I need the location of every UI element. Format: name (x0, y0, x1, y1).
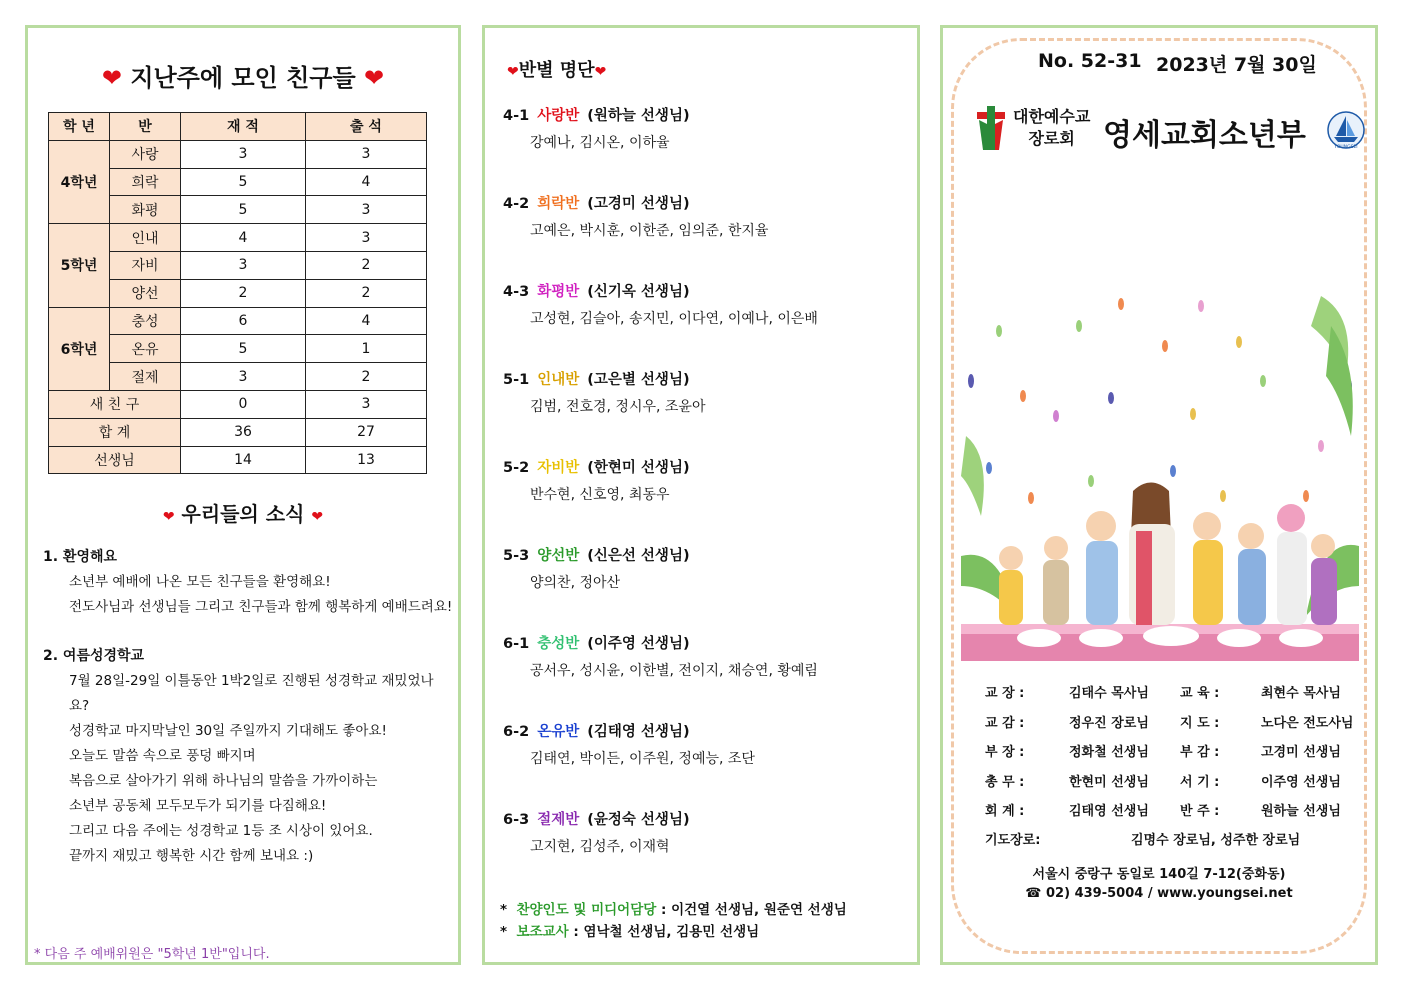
summary-row (49, 418, 427, 446)
enrolled-cell: 36 (181, 418, 306, 446)
table-row (49, 307, 427, 335)
class-entry (503, 192, 913, 240)
class-heading (503, 720, 913, 741)
class-members: 고성현, 김슬아, 송지민, 이다연, 이예나, 이은배 (530, 311, 818, 327)
news-title-text: 우리들의 소식 (181, 502, 305, 526)
denomination-name: 대한예수교 장로회 (1013, 107, 1091, 148)
enrolled-cell: 3 (181, 140, 306, 168)
helper-names: : 염낙철 선생님, 김용민 선생님 (573, 924, 760, 940)
staff-name: 정화철 선생님 (1069, 745, 1149, 760)
attendance-panel (25, 25, 461, 965)
attendance-title-text: 지난주에 모인 친구들 (130, 64, 356, 92)
staff-name: 노다은 전도사님 (1261, 715, 1354, 731)
attended-cell: 2 (306, 279, 427, 307)
staff-name: 김태수 목사님 (1069, 686, 1149, 701)
news-line: 그리고 다음 주에는 성경학교 1등 조 시상이 있어요. (69, 823, 373, 839)
class-code: 4-2 (503, 196, 530, 212)
attended-cell: 2 (306, 251, 427, 279)
heart-icon: ❤ (162, 509, 175, 525)
class-heading (503, 456, 913, 477)
news-heading: 1. 환영해요 (43, 549, 118, 565)
header-class: 반 (110, 113, 181, 141)
header-attended: 출 석 (306, 113, 427, 141)
news-line: 소년부 예배에 나온 모든 친구들을 환영해요! (69, 574, 331, 590)
helper-role: 찬양인도 및 미디어담당 (516, 902, 657, 918)
issue-date: 2023년 7월 30일 (1156, 54, 1317, 76)
class-teacher: (이주영 선생님) (587, 636, 690, 652)
grade-cell: 5학년 (49, 224, 110, 307)
staff-row (985, 712, 1355, 742)
helpers (500, 899, 847, 943)
staff-row (985, 682, 1355, 712)
church-name: 영세교회소년부 (1103, 118, 1306, 153)
class-members: 김태연, 박이든, 이주원, 정예능, 조단 (530, 751, 755, 767)
staff-name: 최현수 목사님 (1261, 686, 1341, 701)
attendance-title (28, 58, 458, 93)
staff-row (985, 771, 1355, 801)
table-row (49, 224, 427, 252)
heart-icon: ❤ (311, 509, 324, 525)
issue-number: No. 52-31 (1038, 50, 1142, 72)
class-heading (503, 808, 913, 829)
class-teacher: (한현미 선생님) (587, 460, 690, 476)
heart-icon: ❤ (594, 64, 607, 80)
class-members: 강예나, 김시온, 이하율 (530, 135, 670, 151)
staff-role: 총 무 : (985, 774, 1025, 790)
prayer-label: 기도장로: (985, 833, 1041, 848)
news-line: 복음으로 살아가기 위해 하나님의 말씀을 가까이하는 (69, 773, 378, 789)
staff-name: 김태영 선생님 (1069, 804, 1149, 819)
news-list (43, 545, 453, 869)
helper-row: * 찬양인도 및 미디어담당 : 이건열 선생님, 원준연 선생님 (500, 902, 847, 918)
class-teacher: (김태영 선생님) (587, 724, 690, 740)
staff-name: 정우진 장로님 (1069, 715, 1149, 731)
enrolled-cell: 6 (181, 307, 306, 335)
enrolled-cell: 2 (181, 279, 306, 307)
class-name: 자비반 (537, 460, 580, 476)
table-row (49, 140, 427, 168)
illustration (961, 286, 1359, 661)
staff-row (985, 741, 1355, 771)
class-cell: 사랑 (110, 140, 181, 168)
enrolled-cell: 4 (181, 224, 306, 252)
class-heading (503, 632, 913, 653)
news-title (28, 498, 458, 527)
class-members: 공서우, 성시윤, 이한별, 전이지, 채승연, 황예림 (530, 663, 818, 679)
attended-cell: 4 (306, 168, 427, 196)
staff-role: 교 감 : (985, 715, 1025, 731)
enrolled-cell: 14 (181, 446, 306, 474)
news-line: 오늘도 말씀 속으로 풍덩 빠지며 (69, 748, 256, 764)
staff-name: 원하늘 선생님 (1261, 804, 1341, 819)
helper-names: : 이건열 선생님, 원준연 선생님 (660, 902, 847, 918)
class-teacher: (고경미 선생님) (587, 196, 690, 212)
cross-logo-icon (973, 104, 1009, 152)
class-entry (503, 104, 913, 152)
class-code: 6-3 (503, 812, 530, 828)
class-entry (503, 632, 913, 680)
heart-icon: ❤ (101, 64, 122, 92)
class-name: 화평반 (537, 284, 580, 300)
class-members: 고지현, 김성주, 이재혁 (530, 839, 670, 855)
enrolled-cell: 5 (181, 196, 306, 224)
summary-label: 합 계 (49, 418, 181, 446)
class-name: 인내반 (537, 372, 580, 388)
attended-cell: 13 (306, 446, 427, 474)
heart-icon: ❤ (364, 64, 385, 92)
enrolled-cell: 5 (181, 168, 306, 196)
logo-text: YOUNGSEI (1334, 145, 1358, 150)
class-cell: 화평 (110, 196, 181, 224)
staff-role: 회 계 : (985, 804, 1025, 819)
attendance-table (48, 112, 427, 474)
news-heading: 2. 여름성경학교 (43, 648, 145, 664)
attended-cell: 3 (306, 196, 427, 224)
staff-role: 부 감 : (1180, 745, 1220, 760)
class-code: 5-1 (503, 372, 530, 388)
header-enrolled: 재 적 (181, 113, 306, 141)
attended-cell: 4 (306, 307, 427, 335)
class-cell: 충성 (110, 307, 181, 335)
class-cell: 희락 (110, 168, 181, 196)
roster-title (507, 56, 606, 82)
class-cell: 절제 (110, 363, 181, 391)
class-heading (503, 544, 913, 565)
class-cell: 양선 (110, 279, 181, 307)
class-entry (503, 456, 913, 504)
cover-panel (940, 25, 1378, 965)
attended-cell: 3 (306, 140, 427, 168)
grade-cell: 6학년 (49, 307, 110, 390)
class-name: 충성반 (537, 636, 580, 652)
figures (999, 483, 1337, 626)
attended-cell: 27 (306, 418, 427, 446)
class-teacher: (신은선 선생님) (587, 548, 690, 564)
news-line: 전도사님과 선생님들 그리고 친구들과 함께 행복하게 예배드려요! (69, 599, 453, 615)
summary-label: 새 친 구 (49, 390, 181, 418)
class-entry (503, 368, 913, 416)
news-line: 7월 28일-29일 이틀동안 1박2일로 진행된 성경학교 재밌었나요? (69, 673, 434, 714)
class-roster-panel (482, 25, 920, 965)
class-code: 5-3 (503, 548, 530, 564)
staff-list (985, 682, 1355, 830)
class-code: 5-2 (503, 460, 530, 476)
staff-name: 한현미 선생님 (1069, 774, 1149, 790)
class-code: 6-1 (503, 636, 530, 652)
helper-role: 보조교사 (516, 924, 569, 940)
class-name: 절제반 (537, 812, 580, 828)
class-entry (503, 544, 913, 592)
staff-role: 지 도 : (1180, 715, 1220, 731)
class-name: 온유반 (537, 724, 580, 740)
heart-icon: ❤ (507, 64, 519, 80)
class-members: 반수현, 신호영, 최동우 (530, 487, 670, 503)
helper-row: * 보조교사 : 염낙철 선생님, 김용민 선생님 (500, 924, 760, 940)
staff-role: 부 장 : (985, 745, 1025, 760)
attended-cell: 3 (306, 390, 427, 418)
class-heading (503, 192, 913, 213)
enrolled-cell: 5 (181, 335, 306, 363)
class-code: 4-3 (503, 284, 530, 300)
class-name: 희락반 (537, 196, 580, 212)
enrolled-cell: 0 (181, 390, 306, 418)
class-teacher: (원하늘 선생님) (587, 108, 690, 124)
roster-title-text: 반별 명단 (518, 60, 595, 81)
next-week-note: * 다음 주 예배위원은 "5학년 1반"입니다. (34, 947, 270, 962)
class-members: 양의찬, 정아산 (530, 575, 621, 591)
summary-row (49, 390, 427, 418)
class-cell: 온유 (110, 335, 181, 363)
attended-cell: 2 (306, 363, 427, 391)
news-line: 소년부 공동체 모두모두가 되기를 다짐해요! (69, 798, 327, 814)
enrolled-cell: 3 (181, 251, 306, 279)
ship-logo-icon (1326, 110, 1366, 150)
class-entry (503, 280, 913, 328)
class-heading (503, 368, 913, 389)
class-heading (503, 104, 913, 125)
attended-cell: 1 (306, 335, 427, 363)
staff-role: 교 육 : (1180, 686, 1220, 701)
contact: ☎ 02) 439-5004 / www.youngsei.net (1025, 886, 1293, 901)
news-line: 성경학교 마지막날인 30일 주일까지 기대해도 좋아요! (69, 723, 387, 739)
class-members: 김범, 전호경, 정시우, 조윤아 (530, 399, 706, 415)
news-line: 끝까지 재밌고 행복한 시간 함께 보내요 :) (69, 848, 314, 864)
class-heading (503, 280, 913, 301)
address: 서울시 중랑구 동일로 140길 7-12(중화동) (1032, 867, 1286, 882)
class-cell: 자비 (110, 251, 181, 279)
class-code: 4-1 (503, 108, 530, 124)
class-entry (503, 808, 913, 856)
class-name: 양선반 (537, 548, 580, 564)
class-cell: 인내 (110, 224, 181, 252)
class-entry (503, 720, 913, 768)
staff-role: 반 주 : (1180, 804, 1220, 819)
prayer-names: 김명수 장로님, 성주한 장로님 (1131, 833, 1301, 848)
confetti (968, 298, 1352, 504)
header-grade: 학 년 (49, 113, 110, 141)
summary-label: 선생님 (49, 446, 181, 474)
staff-role: 교 장 : (985, 686, 1025, 701)
staff-name: 이주영 선생님 (1261, 774, 1341, 790)
summary-row (49, 446, 427, 474)
class-teacher: (윤정숙 선생님) (587, 812, 690, 828)
class-teacher: (고은별 선생님) (587, 372, 690, 388)
staff-role: 서 기 : (1180, 774, 1220, 790)
staff-name: 고경미 선생님 (1261, 745, 1341, 760)
class-name: 사랑반 (537, 108, 580, 124)
attended-cell: 3 (306, 224, 427, 252)
class-code: 6-2 (503, 724, 530, 740)
class-members: 고예은, 박시훈, 이한준, 임의준, 한지율 (530, 223, 769, 239)
grade-cell: 4학년 (49, 140, 110, 223)
enrolled-cell: 3 (181, 363, 306, 391)
staff-row (985, 800, 1355, 830)
class-teacher: (신기옥 선생님) (587, 284, 690, 300)
